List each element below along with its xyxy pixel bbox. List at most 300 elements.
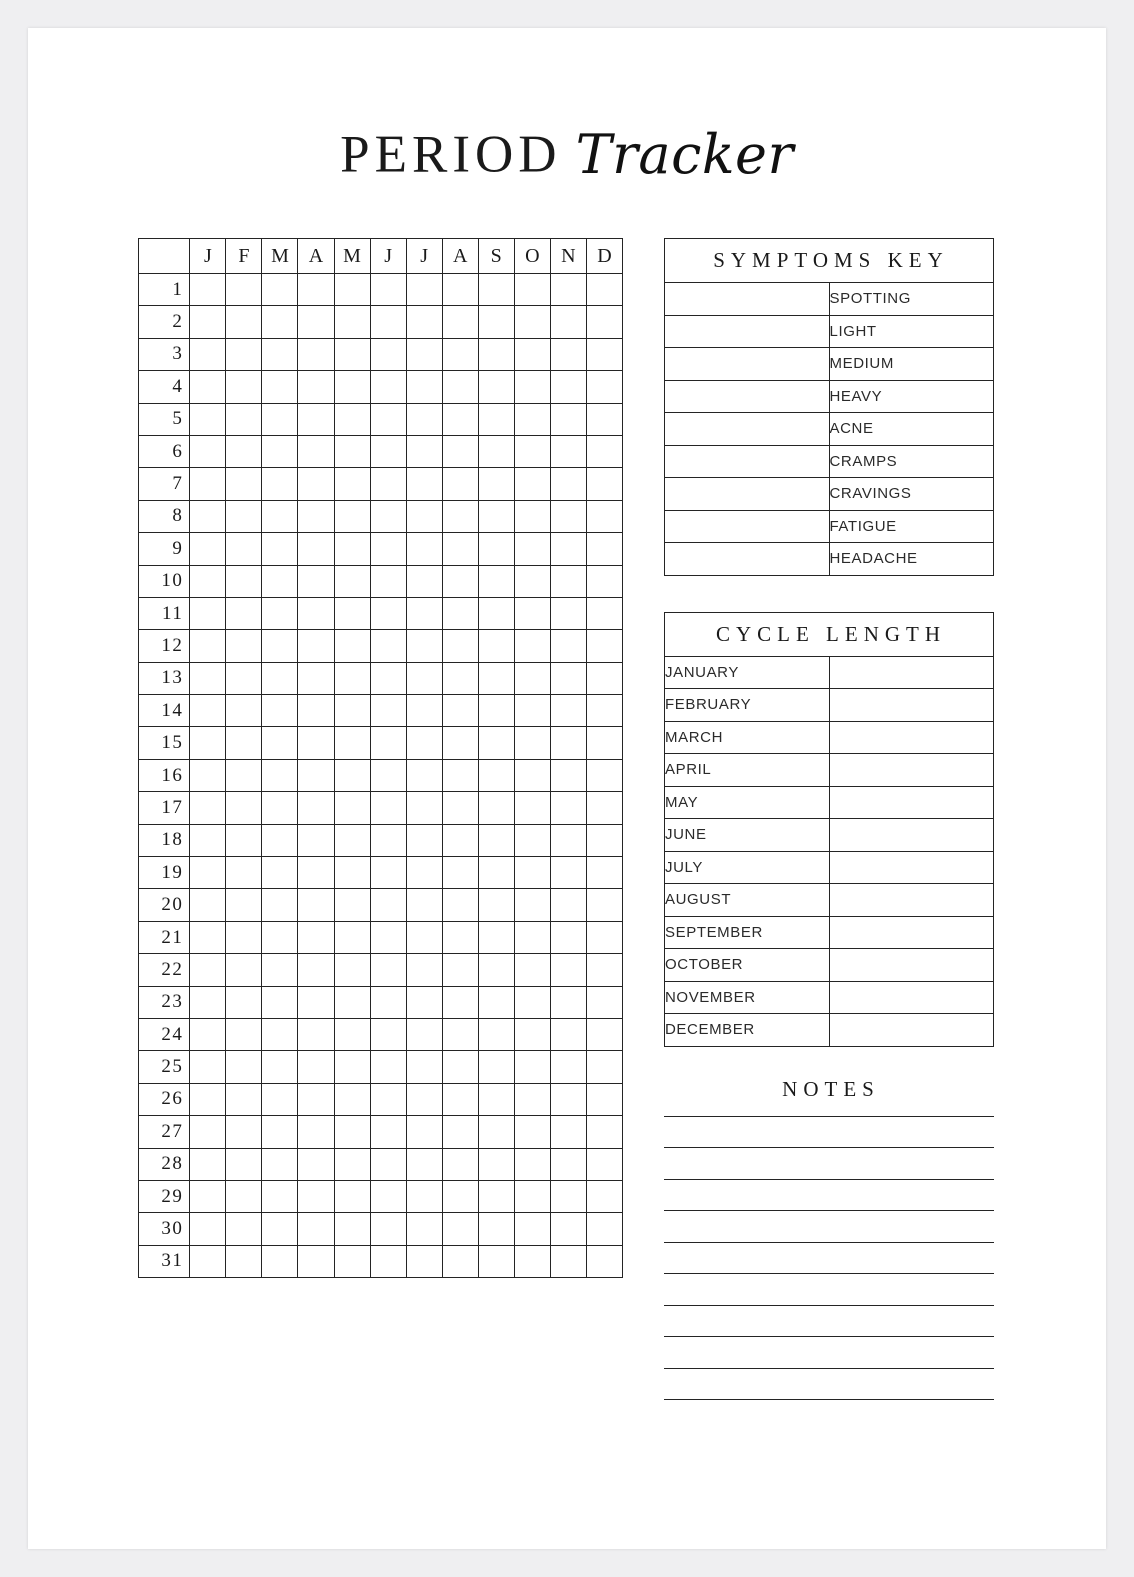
grid-cell[interactable] [226,338,262,370]
grid-cell[interactable] [370,1051,406,1083]
grid-cell[interactable] [226,1245,262,1277]
grid-cell[interactable] [586,274,622,306]
grid-cell[interactable] [442,662,478,694]
grid-cell[interactable] [334,857,370,889]
grid-cell[interactable] [262,435,298,467]
symptom-swatch-cell[interactable] [665,283,830,316]
grid-cell[interactable] [262,1083,298,1115]
grid-cell[interactable] [406,371,442,403]
grid-cell[interactable] [478,792,514,824]
grid-cell[interactable] [442,921,478,953]
grid-cell[interactable] [298,727,334,759]
grid-cell[interactable] [226,533,262,565]
grid-cell[interactable] [226,630,262,662]
grid-cell[interactable] [478,759,514,791]
grid-cell[interactable] [334,630,370,662]
grid-cell[interactable] [334,889,370,921]
grid-cell[interactable] [190,1083,226,1115]
grid-cell[interactable] [370,662,406,694]
grid-cell[interactable] [514,921,550,953]
grid-cell[interactable] [262,662,298,694]
grid-cell[interactable] [478,403,514,435]
symptom-swatch-cell[interactable] [665,445,830,478]
grid-cell[interactable] [298,986,334,1018]
grid-cell[interactable] [442,468,478,500]
grid-cell[interactable] [226,403,262,435]
grid-cell[interactable] [586,468,622,500]
grid-cell[interactable] [370,565,406,597]
grid-cell[interactable] [334,338,370,370]
grid-cell[interactable] [442,857,478,889]
grid-cell[interactable] [370,1083,406,1115]
grid-cell[interactable] [478,889,514,921]
note-line[interactable] [664,1305,994,1306]
grid-cell[interactable] [334,533,370,565]
grid-cell[interactable] [262,1180,298,1212]
grid-cell[interactable] [334,435,370,467]
grid-cell[interactable] [514,857,550,889]
grid-cell[interactable] [226,565,262,597]
grid-cell[interactable] [586,1180,622,1212]
grid-cell[interactable] [262,597,298,629]
grid-cell[interactable] [370,759,406,791]
grid-cell[interactable] [478,1083,514,1115]
symptom-swatch-cell[interactable] [665,380,830,413]
grid-cell[interactable] [370,727,406,759]
grid-cell[interactable] [586,1051,622,1083]
grid-cell[interactable] [190,1148,226,1180]
grid-cell[interactable] [550,792,586,824]
grid-cell[interactable] [406,1018,442,1050]
grid-cell[interactable] [370,986,406,1018]
grid-cell[interactable] [478,824,514,856]
grid-cell[interactable] [478,1116,514,1148]
grid-cell[interactable] [262,468,298,500]
grid-cell[interactable] [190,597,226,629]
cycle-value-cell[interactable] [829,981,994,1014]
note-line[interactable] [664,1242,994,1243]
grid-cell[interactable] [478,954,514,986]
grid-cell[interactable] [514,1083,550,1115]
grid-cell[interactable] [298,1116,334,1148]
grid-cell[interactable] [514,889,550,921]
grid-cell[interactable] [586,824,622,856]
grid-cell[interactable] [262,792,298,824]
grid-cell[interactable] [550,1148,586,1180]
grid-cell[interactable] [226,954,262,986]
symptom-swatch-cell[interactable] [665,543,830,576]
grid-cell[interactable] [442,338,478,370]
grid-cell[interactable] [550,565,586,597]
grid-cell[interactable] [514,1018,550,1050]
grid-cell[interactable] [370,274,406,306]
grid-cell[interactable] [442,371,478,403]
cycle-value-cell[interactable] [829,721,994,754]
grid-cell[interactable] [334,403,370,435]
grid-cell[interactable] [190,1116,226,1148]
grid-cell[interactable] [478,662,514,694]
grid-cell[interactable] [586,727,622,759]
grid-cell[interactable] [478,274,514,306]
grid-cell[interactable] [406,759,442,791]
grid-cell[interactable] [442,986,478,1018]
grid-cell[interactable] [262,403,298,435]
grid-cell[interactable] [298,1245,334,1277]
grid-cell[interactable] [226,1018,262,1050]
note-line[interactable] [664,1336,994,1337]
grid-cell[interactable] [226,597,262,629]
grid-cell[interactable] [442,954,478,986]
grid-cell[interactable] [190,1051,226,1083]
grid-cell[interactable] [406,500,442,532]
grid-cell[interactable] [334,371,370,403]
grid-cell[interactable] [442,1083,478,1115]
grid-cell[interactable] [478,468,514,500]
grid-cell[interactable] [262,306,298,338]
grid-cell[interactable] [442,274,478,306]
grid-cell[interactable] [514,500,550,532]
grid-cell[interactable] [334,954,370,986]
cycle-value-cell[interactable] [829,1014,994,1047]
grid-cell[interactable] [190,630,226,662]
grid-cell[interactable] [226,824,262,856]
grid-cell[interactable] [262,857,298,889]
grid-cell[interactable] [262,1051,298,1083]
grid-cell[interactable] [550,500,586,532]
grid-cell[interactable] [586,1116,622,1148]
grid-cell[interactable] [478,695,514,727]
cycle-value-cell[interactable] [829,851,994,884]
grid-cell[interactable] [298,695,334,727]
grid-cell[interactable] [442,500,478,532]
grid-cell[interactable] [550,533,586,565]
grid-cell[interactable] [226,986,262,1018]
grid-cell[interactable] [478,565,514,597]
grid-cell[interactable] [226,792,262,824]
grid-cell[interactable] [190,1180,226,1212]
grid-cell[interactable] [262,921,298,953]
grid-cell[interactable] [190,274,226,306]
grid-cell[interactable] [586,597,622,629]
grid-cell[interactable] [550,274,586,306]
grid-cell[interactable] [550,306,586,338]
grid-cell[interactable] [370,792,406,824]
grid-cell[interactable] [334,1083,370,1115]
grid-cell[interactable] [262,338,298,370]
grid-cell[interactable] [226,695,262,727]
grid-cell[interactable] [586,338,622,370]
grid-cell[interactable] [226,1213,262,1245]
grid-cell[interactable] [226,435,262,467]
grid-cell[interactable] [550,857,586,889]
grid-cell[interactable] [226,921,262,953]
grid-cell[interactable] [334,500,370,532]
grid-cell[interactable] [334,1213,370,1245]
grid-cell[interactable] [442,1245,478,1277]
grid-cell[interactable] [298,1051,334,1083]
grid-cell[interactable] [298,435,334,467]
grid-cell[interactable] [514,1051,550,1083]
grid-cell[interactable] [442,1051,478,1083]
grid-cell[interactable] [442,565,478,597]
grid-cell[interactable] [478,533,514,565]
symptom-swatch-cell[interactable] [665,510,830,543]
grid-cell[interactable] [586,1018,622,1050]
grid-cell[interactable] [550,1051,586,1083]
grid-cell[interactable] [406,274,442,306]
grid-cell[interactable] [262,824,298,856]
grid-cell[interactable] [334,727,370,759]
grid-cell[interactable] [442,727,478,759]
grid-cell[interactable] [478,306,514,338]
grid-cell[interactable] [370,371,406,403]
grid-cell[interactable] [190,857,226,889]
grid-cell[interactable] [406,792,442,824]
grid-cell[interactable] [406,630,442,662]
grid-cell[interactable] [298,274,334,306]
grid-cell[interactable] [334,695,370,727]
symptom-swatch-cell[interactable] [665,348,830,381]
grid-cell[interactable] [262,727,298,759]
grid-cell[interactable] [550,727,586,759]
grid-cell[interactable] [478,338,514,370]
grid-cell[interactable] [262,630,298,662]
grid-cell[interactable] [370,468,406,500]
grid-cell[interactable] [406,597,442,629]
grid-cell[interactable] [406,1180,442,1212]
grid-cell[interactable] [586,565,622,597]
grid-cell[interactable] [550,338,586,370]
grid-cell[interactable] [478,630,514,662]
grid-cell[interactable] [226,1116,262,1148]
grid-cell[interactable] [514,727,550,759]
grid-cell[interactable] [334,824,370,856]
grid-cell[interactable] [586,986,622,1018]
grid-cell[interactable] [478,597,514,629]
grid-cell[interactable] [514,1245,550,1277]
grid-cell[interactable] [190,986,226,1018]
grid-cell[interactable] [298,824,334,856]
grid-cell[interactable] [586,759,622,791]
grid-cell[interactable] [226,889,262,921]
grid-cell[interactable] [298,468,334,500]
note-line[interactable] [664,1273,994,1274]
grid-cell[interactable] [586,306,622,338]
grid-cell[interactable] [406,662,442,694]
grid-cell[interactable] [586,921,622,953]
grid-cell[interactable] [514,759,550,791]
grid-cell[interactable] [406,986,442,1018]
grid-cell[interactable] [370,1245,406,1277]
grid-cell[interactable] [226,1148,262,1180]
grid-cell[interactable] [190,468,226,500]
note-line[interactable] [664,1179,994,1180]
grid-cell[interactable] [514,1180,550,1212]
grid-cell[interactable] [586,630,622,662]
grid-cell[interactable] [334,1018,370,1050]
grid-cell[interactable] [586,1148,622,1180]
grid-cell[interactable] [586,792,622,824]
grid-cell[interactable] [550,759,586,791]
grid-cell[interactable] [262,371,298,403]
grid-cell[interactable] [514,274,550,306]
grid-cell[interactable] [298,921,334,953]
grid-cell[interactable] [370,695,406,727]
grid-cell[interactable] [262,1116,298,1148]
grid-cell[interactable] [370,306,406,338]
grid-cell[interactable] [586,662,622,694]
grid-cell[interactable] [190,824,226,856]
grid-cell[interactable] [514,1116,550,1148]
grid-cell[interactable] [550,1083,586,1115]
grid-cell[interactable] [442,824,478,856]
grid-cell[interactable] [334,1116,370,1148]
grid-cell[interactable] [190,727,226,759]
grid-cell[interactable] [226,1083,262,1115]
note-line[interactable] [664,1210,994,1211]
grid-cell[interactable] [190,954,226,986]
grid-cell[interactable] [550,435,586,467]
grid-cell[interactable] [370,338,406,370]
grid-cell[interactable] [514,630,550,662]
grid-cell[interactable] [190,306,226,338]
grid-cell[interactable] [514,565,550,597]
grid-cell[interactable] [226,500,262,532]
grid-cell[interactable] [262,986,298,1018]
grid-cell[interactable] [298,371,334,403]
grid-cell[interactable] [442,306,478,338]
grid-cell[interactable] [550,468,586,500]
grid-cell[interactable] [514,371,550,403]
grid-cell[interactable] [262,759,298,791]
grid-cell[interactable] [586,403,622,435]
grid-cell[interactable] [406,306,442,338]
grid-cell[interactable] [514,986,550,1018]
grid-cell[interactable] [478,1051,514,1083]
grid-cell[interactable] [478,371,514,403]
grid-cell[interactable] [298,889,334,921]
grid-cell[interactable] [190,533,226,565]
grid-cell[interactable] [190,1213,226,1245]
grid-cell[interactable] [298,1213,334,1245]
grid-cell[interactable] [514,1213,550,1245]
grid-cell[interactable] [298,500,334,532]
grid-cell[interactable] [442,1213,478,1245]
grid-cell[interactable] [514,403,550,435]
grid-cell[interactable] [406,403,442,435]
cycle-value-cell[interactable] [829,884,994,917]
grid-cell[interactable] [514,435,550,467]
grid-cell[interactable] [406,435,442,467]
grid-cell[interactable] [334,597,370,629]
grid-cell[interactable] [478,1018,514,1050]
symptom-swatch-cell[interactable] [665,315,830,348]
grid-cell[interactable] [406,954,442,986]
cycle-value-cell[interactable] [829,819,994,852]
grid-cell[interactable] [334,468,370,500]
grid-cell[interactable] [406,1083,442,1115]
grid-cell[interactable] [298,1018,334,1050]
grid-cell[interactable] [298,1148,334,1180]
grid-cell[interactable] [406,1148,442,1180]
grid-cell[interactable] [478,1245,514,1277]
grid-cell[interactable] [406,727,442,759]
grid-cell[interactable] [550,1116,586,1148]
cycle-value-cell[interactable] [829,656,994,689]
grid-cell[interactable] [442,630,478,662]
grid-cell[interactable] [442,597,478,629]
grid-cell[interactable] [442,403,478,435]
grid-cell[interactable] [226,727,262,759]
grid-cell[interactable] [550,1180,586,1212]
grid-cell[interactable] [586,435,622,467]
grid-cell[interactable] [514,468,550,500]
grid-cell[interactable] [550,1018,586,1050]
grid-cell[interactable] [550,597,586,629]
grid-cell[interactable] [262,954,298,986]
grid-cell[interactable] [550,403,586,435]
grid-cell[interactable] [514,306,550,338]
grid-cell[interactable] [298,630,334,662]
grid-cell[interactable] [478,727,514,759]
grid-cell[interactable] [442,435,478,467]
grid-cell[interactable] [550,1245,586,1277]
grid-cell[interactable] [334,1148,370,1180]
grid-cell[interactable] [586,1245,622,1277]
grid-cell[interactable] [442,759,478,791]
grid-cell[interactable] [406,338,442,370]
grid-cell[interactable] [334,1051,370,1083]
grid-cell[interactable] [370,1180,406,1212]
grid-cell[interactable] [406,468,442,500]
grid-cell[interactable] [442,889,478,921]
grid-cell[interactable] [190,662,226,694]
grid-cell[interactable] [334,792,370,824]
grid-cell[interactable] [478,435,514,467]
grid-cell[interactable] [406,1051,442,1083]
grid-cell[interactable] [226,1180,262,1212]
grid-cell[interactable] [370,403,406,435]
grid-cell[interactable] [406,1116,442,1148]
grid-cell[interactable] [406,533,442,565]
grid-cell[interactable] [334,662,370,694]
grid-cell[interactable] [514,662,550,694]
grid-cell[interactable] [370,435,406,467]
grid-cell[interactable] [370,500,406,532]
grid-cell[interactable] [514,338,550,370]
grid-cell[interactable] [478,1213,514,1245]
grid-cell[interactable] [262,500,298,532]
grid-cell[interactable] [370,630,406,662]
grid-cell[interactable] [406,921,442,953]
grid-cell[interactable] [226,759,262,791]
grid-cell[interactable] [514,597,550,629]
grid-cell[interactable] [370,1018,406,1050]
grid-cell[interactable] [550,954,586,986]
grid-cell[interactable] [406,565,442,597]
grid-cell[interactable] [442,1180,478,1212]
grid-cell[interactable] [334,759,370,791]
grid-cell[interactable] [514,954,550,986]
grid-cell[interactable] [442,1116,478,1148]
grid-cell[interactable] [262,695,298,727]
note-line[interactable] [664,1147,994,1148]
note-line[interactable] [664,1368,994,1369]
grid-cell[interactable] [298,662,334,694]
grid-cell[interactable] [298,1180,334,1212]
grid-cell[interactable] [586,371,622,403]
grid-cell[interactable] [262,533,298,565]
